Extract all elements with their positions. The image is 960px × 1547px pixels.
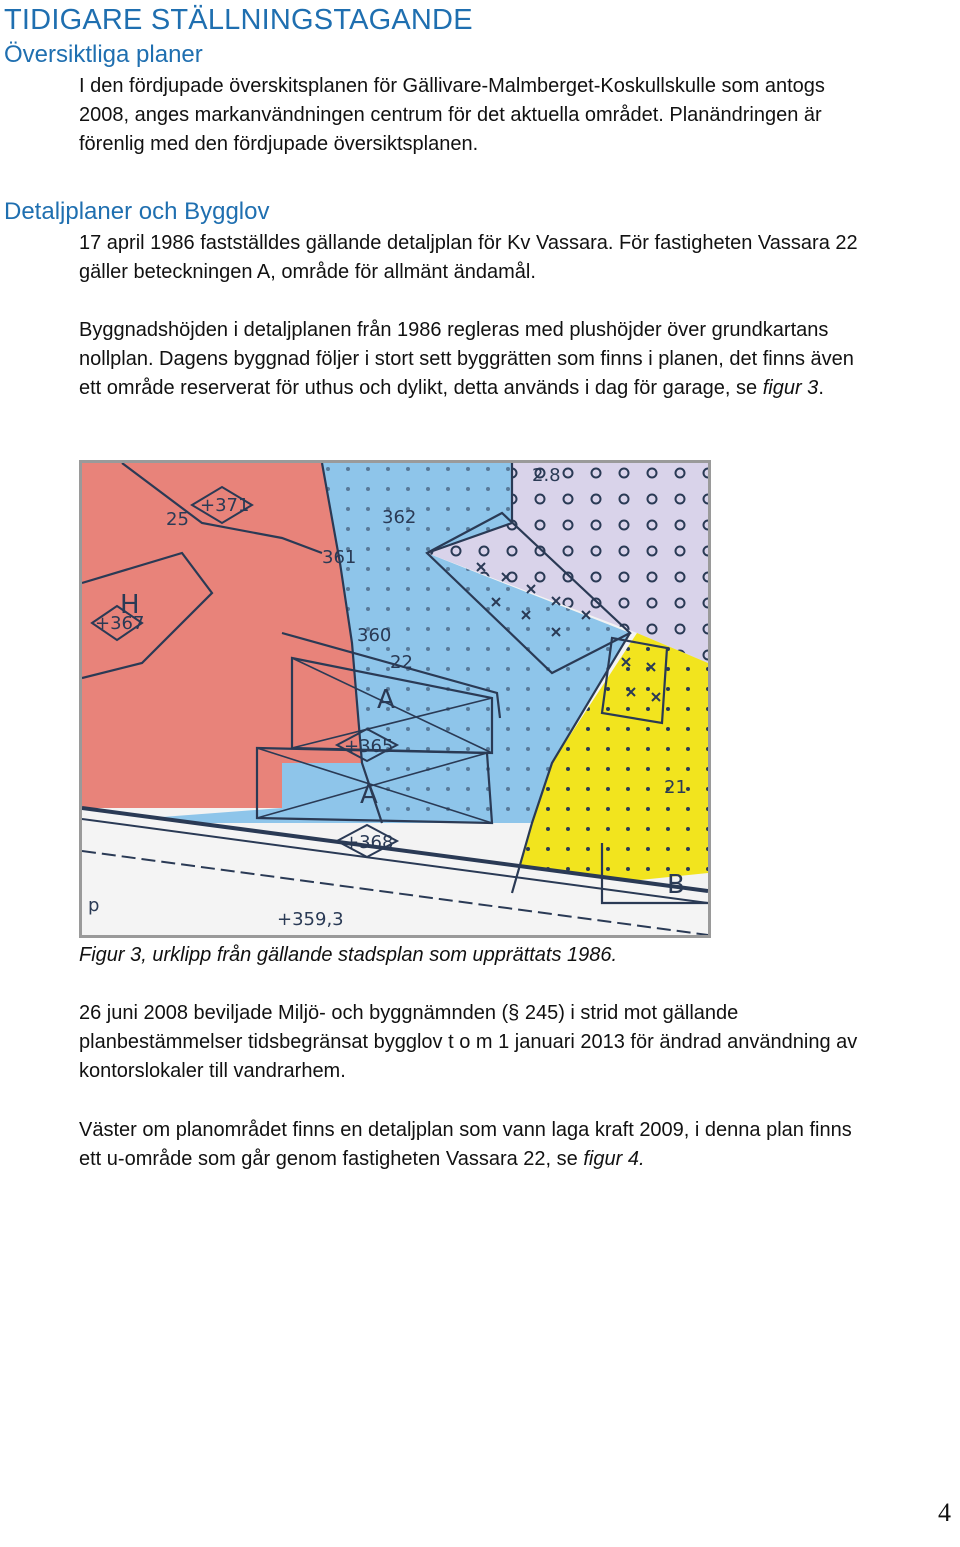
detail-text-2-main: Byggnadshöjden i detaljplanen från 1986 regleras med plushöjder över grundkartans nollplan. Dagens byggnad följer i stort sett byggrätten som finns i planen, det finns även ett område reserverat för uthus och dylikt, detta används i dag för garage, se — [79, 319, 854, 399]
label-368: +368 — [344, 832, 394, 853]
figure-caption: Figur 3, urklipp från gällande stadsplan som upprättats 1986. — [79, 944, 618, 966]
label-362: 362 — [382, 507, 417, 528]
plan-map-figure — [79, 460, 711, 938]
label-p: p — [88, 895, 100, 916]
label-22: 22 — [390, 652, 413, 673]
detail-text-1: 17 april 1986 fastställdes gällande detaljplan för Kv Vassara. För fastigheten Vassara 22 gäller beteckningen A, område för allmänt ändamål. — [79, 232, 858, 283]
detail-heading: Detaljplaner och Bygglov — [4, 198, 270, 225]
label-365: +365 — [344, 736, 394, 757]
detail-paragraph-1 — [79, 229, 879, 287]
figure-4-reference: figur 4. — [583, 1148, 645, 1170]
permit-text: 26 juni 2008 beviljade Miljö- och byggnämnden (§ 245) i strid mot gällande planbestämmelser tidsbegränsat bygglov t o m 1 januari 2013 för ändrad användning av kontorslokaler till vandrarhem. — [79, 1002, 858, 1082]
west-text — [79, 1116, 879, 1174]
detail-text-2-end: . — [818, 377, 824, 399]
label-361: 361 — [322, 547, 357, 568]
plan-map — [82, 463, 708, 935]
red-zone-lower — [82, 763, 282, 808]
section-heading: TIDIGARE STÄLLNINGSTAGANDE — [4, 4, 473, 36]
overview-text: I den fördjupade överskitsplanen för Gällivare-Malmberget-Koskullskulle som antogs 2008, anges markanvändningen centrum för det aktuella området. Planändringen är förenlig med den fördjupade översiktsplanen. — [79, 75, 825, 155]
label-h: H — [120, 590, 140, 620]
label-371: +371 — [200, 495, 250, 516]
detail-paragraph-2 — [79, 316, 879, 403]
permit-paragraph — [79, 999, 879, 1086]
label-360: 360 — [357, 625, 392, 646]
label-a-top: A — [377, 685, 395, 715]
page-number: 4 — [938, 1498, 951, 1527]
label-359-3: +359,3 — [277, 909, 344, 930]
detail-text-2 — [79, 316, 879, 403]
label-25: 25 — [166, 509, 189, 530]
label-21: 21 — [664, 777, 687, 798]
label-b: B — [667, 870, 685, 900]
figure-3-reference: figur 3 — [762, 377, 819, 399]
overview-paragraph — [79, 72, 879, 159]
west-text-main: Väster om planområdet finns en detaljplan som vann laga kraft 2009, i denna plan finns ett u-område som går genom fastigheten Vassara 22, se — [79, 1119, 852, 1170]
overview-heading: Översiktliga planer — [4, 41, 203, 68]
west-paragraph — [79, 1116, 879, 1174]
label-367: +367 — [95, 613, 145, 634]
label-a-bottom: A — [360, 780, 378, 810]
label-2-8: 2.8 — [532, 465, 561, 486]
